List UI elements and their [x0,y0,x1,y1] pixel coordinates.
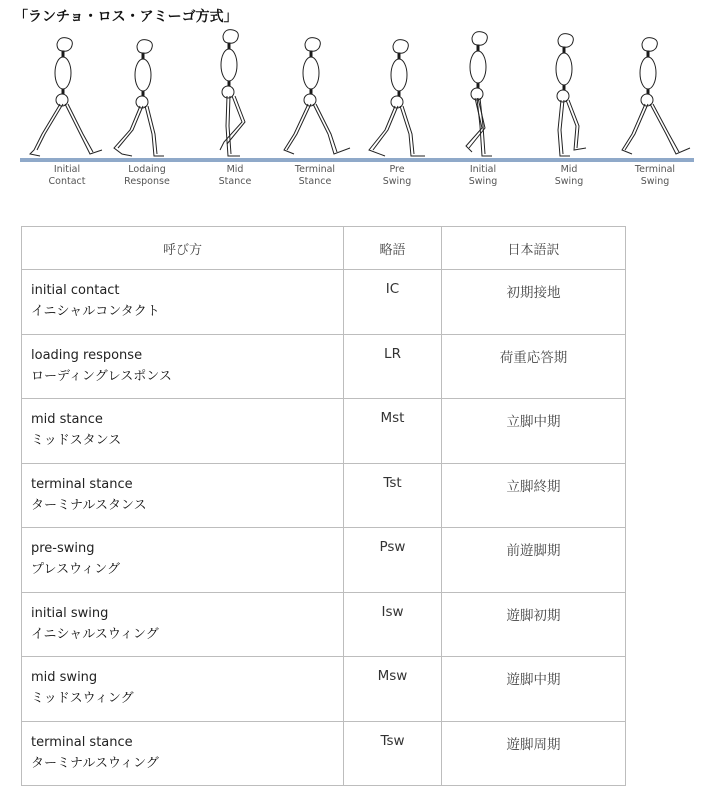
cell-name: initial contact イニシャルコンタクト [22,270,344,335]
walker-initial-contact-icon [22,30,112,160]
phase-label: Mid Swing [554,164,584,187]
cell-abbreviation: Msw [344,657,442,722]
cell-japanese: 立脚終期 [442,463,626,528]
cell-japanese: 荷重応答期 [442,334,626,399]
cell-name: mid stance ミッドスタンス [22,399,344,464]
cell-name: terminal stance ターミナルスウィング [22,721,344,786]
header-name: 呼び方 [22,227,344,270]
cell-name: pre-swing プレスウィング [22,528,344,593]
cell-abbreviation: IC [344,270,442,335]
cell-japanese: 遊脚中期 [442,657,626,722]
phase-label: Mid Stance [218,164,252,187]
phase-label: Initial Swing [468,164,498,187]
phase-label: Lodaing Response [124,164,170,187]
walker-mid-stance-icon [190,30,280,160]
cell-name: loading response ローディングレスポンス [22,334,344,399]
cell-japanese: 前遊脚期 [442,528,626,593]
table-row [22,334,626,399]
table-row [22,528,626,593]
walker-terminal-stance-icon [270,30,360,160]
table-row [22,592,626,657]
cell-abbreviation: Mst [344,399,442,464]
table-header-row [22,227,626,270]
ground-line [20,158,694,162]
cell-japanese: 遊脚初期 [442,592,626,657]
phase-label: Terminal Stance [294,164,336,187]
walker-loading-response-icon [102,30,192,160]
cell-name: initial swing イニシャルスウィング [22,592,344,657]
cell-name: mid swing ミッドスウィング [22,657,344,722]
gait-phase-table [21,226,626,786]
phase-label: Pre Swing [382,164,412,187]
phase-label: Terminal Swing [634,164,676,187]
table-row [22,657,626,722]
gait-cycle-figure [0,30,704,200]
cell-abbreviation: Psw [344,528,442,593]
walker-terminal-swing-icon [610,30,700,160]
header-japanese: 日本語訳 [442,227,626,270]
cell-abbreviation: Tst [344,463,442,528]
walker-initial-swing-icon [438,30,528,160]
cell-name: terminal stance ターミナルスタンス [22,463,344,528]
cell-japanese: 初期接地 [442,270,626,335]
header-abbreviation: 略語 [344,227,442,270]
page-title: 「ランチョ・ロス・アミーゴ方式」 [14,9,238,25]
table-row [22,270,626,335]
cell-abbreviation: Isw [344,592,442,657]
table-row [22,399,626,464]
cell-abbreviation: Tsw [344,721,442,786]
phase-label: Initial Contact [48,164,86,187]
cell-japanese: 立脚中期 [442,399,626,464]
table-row [22,463,626,528]
cell-abbreviation: LR [344,334,442,399]
table-row [22,721,626,786]
cell-japanese: 遊脚周期 [442,721,626,786]
walker-mid-swing-icon [524,30,614,160]
walker-pre-swing-icon [355,30,445,160]
